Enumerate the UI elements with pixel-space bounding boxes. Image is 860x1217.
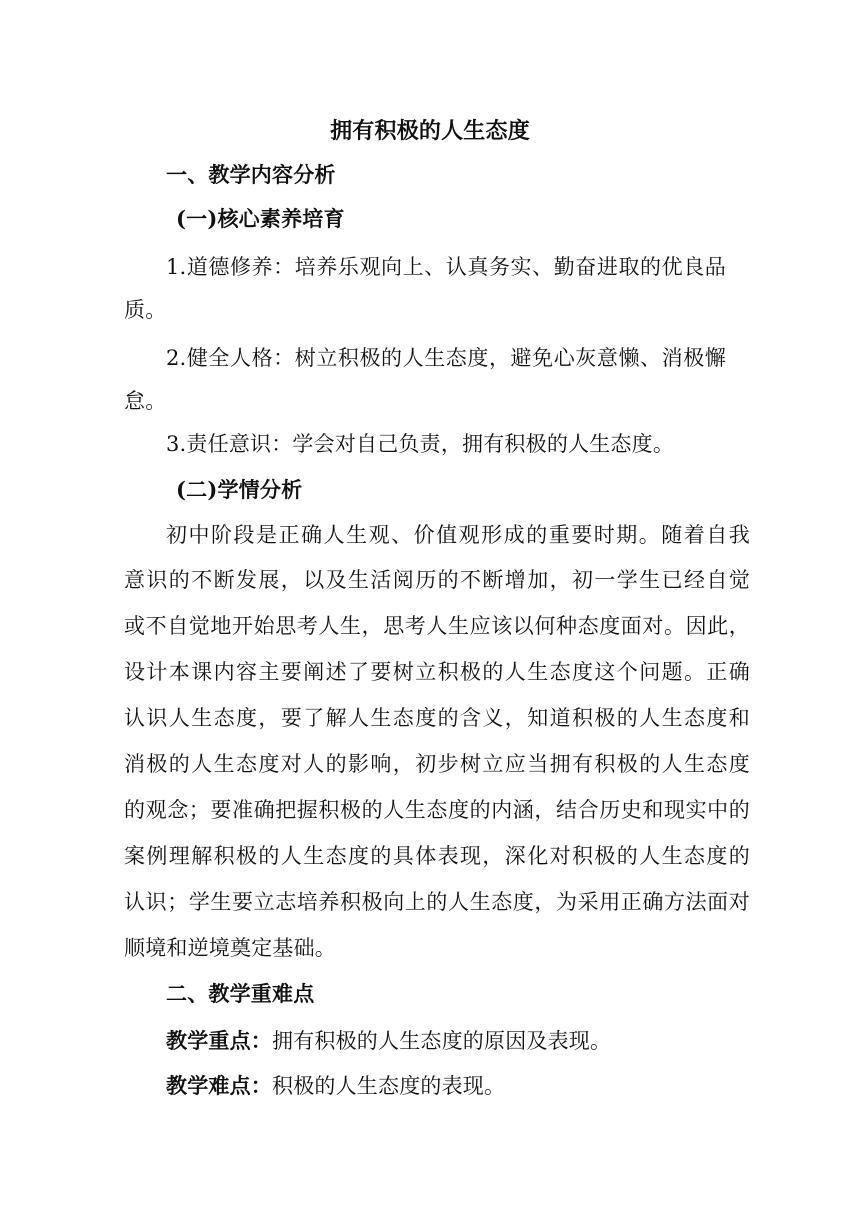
paragraph-item-2-line-1: 2.健全人格：树立积极的人生态度，避免心灰意懒、消极懈 — [166, 346, 726, 370]
difficult-point-row — [166, 1075, 505, 1097]
subsection-heading-core-literacy: (一)核心素养培育 — [176, 206, 345, 231]
difficult-point-label: 教学难点： — [166, 1073, 272, 1098]
document-title: 拥有积极的人生态度 — [330, 118, 530, 144]
analysis-line-10: 顺境和逆境奠定基础。 — [124, 936, 336, 960]
analysis-line-1: 初中阶段是正确人生观、价值观形成的重要时期。随着自我 — [166, 523, 750, 547]
difficult-point-text: 积极的人生态度的表现。 — [272, 1074, 506, 1098]
paragraph-item-2-line-2: 怠。 — [124, 389, 167, 413]
analysis-line-5: 认识人生态度，要了解人生态度的含义，知道积极的人生态度和 — [124, 706, 750, 730]
paragraph-item-1-line-2: 质。 — [124, 298, 167, 322]
section-heading-key-difficult-points: 二、教学重难点 — [166, 981, 315, 1006]
key-point-label: 教学重点： — [166, 1028, 272, 1053]
key-point-row — [166, 1030, 611, 1052]
paragraph-item-3: 3.责任意识：学会对自己负责，拥有积极的人生态度。 — [166, 432, 675, 456]
analysis-line-8: 案例理解积极的人生态度的具体表现，深化对积极的人生态度的 — [124, 844, 750, 868]
analysis-line-2: 意识的不断发展，以及生活阅历的不断增加，初一学生已经自觉 — [124, 568, 750, 592]
key-point-text: 拥有积极的人生态度的原因及表现。 — [272, 1029, 612, 1053]
analysis-line-6: 消极的人生态度对人的影响，初步树立应当拥有积极的人生态度 — [124, 752, 750, 776]
paragraph-item-1-line-1: 1.道德修养：培养乐观向上、认真务实、勤奋进取的优良品 — [166, 255, 726, 279]
analysis-line-3: 或不自觉地开始思考人生，思考人生应该以何种态度面对。因此， — [124, 614, 750, 638]
analysis-line-4: 设计本课内容主要阐述了要树立积极的人生态度这个问题。正确 — [124, 660, 750, 684]
subsection-heading-learning-analysis: (二)学情分析 — [176, 477, 303, 502]
section-heading-content-analysis: 一、教学内容分析 — [166, 162, 336, 187]
analysis-line-7: 的观念；要准确把握积极的人生态度的内涵，结合历史和现实中的 — [124, 798, 750, 822]
analysis-line-9: 认识；学生要立志培养积极向上的人生态度，为采用正确方法面对 — [124, 890, 750, 914]
